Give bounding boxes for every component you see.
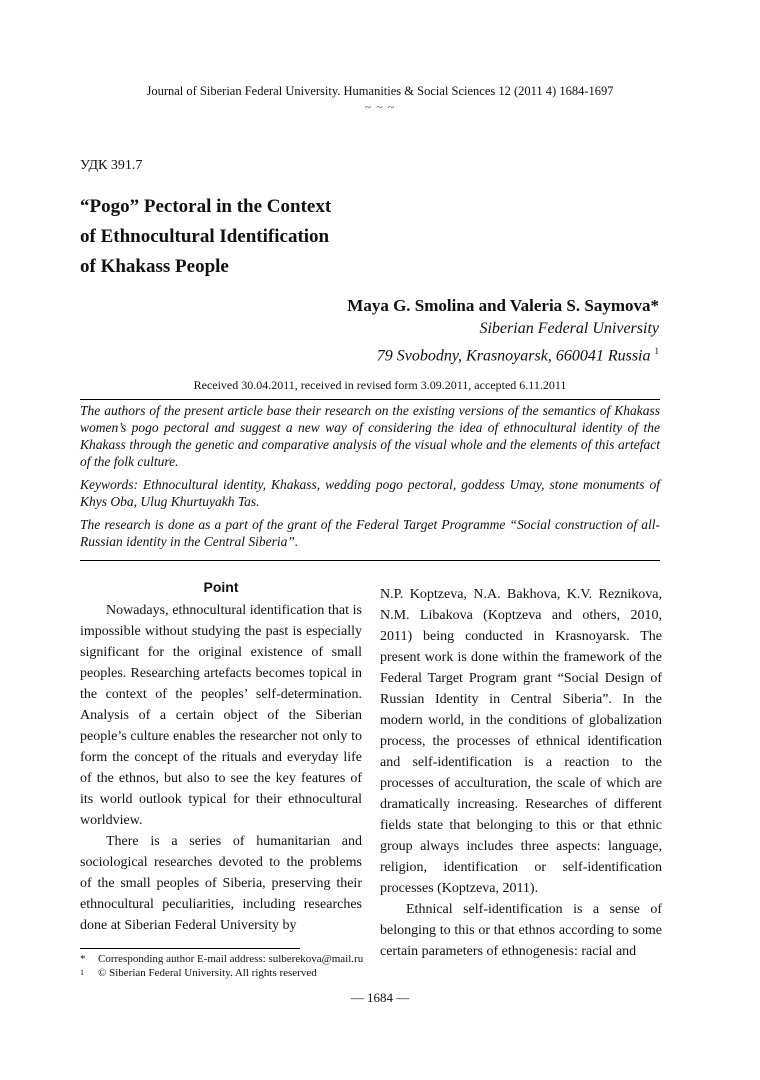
- article-title: [80, 192, 440, 282]
- footnote: [80, 952, 363, 966]
- received-dates: Received 30.04.2011, received in revised form 3.09.2011, accepted 6.11.2011: [193, 378, 567, 392]
- keywords: Keywords: Ethnocultural identity, Khakass, wedding pogo pectoral, goddess Umay, stone monuments of Khys Oba, Ulug Khurtuyakh Tas.: [80, 477, 660, 509]
- body-paragraph: Nowadays, ethnocultural identification that is impossible without studying the past is especially significant for the original existence of small peoples. Researching artefacts becomes topical in the context of the peoples’ self-determination. Analysis of a certain object of the Siberian people’s culture enables the researcher not only to form the concept of the rituals and everyday life of the ethnos, but also to see the key features of its world outlook typical for their ethnocultural worldview.: [80, 603, 362, 828]
- body-paragraph: Ethnical self-identification is a sense of belonging to this or that ethnos according to some certain parameters of ethnogenesis: racial and: [380, 902, 662, 959]
- title-line: of Khakass People: [80, 256, 229, 277]
- footnote-mark: 1: [80, 968, 84, 977]
- abstract-bottom-rule: [80, 560, 660, 561]
- title-line: of Ethnocultural Identification: [80, 226, 330, 247]
- footnote-text: Corresponding author E-mail address: sulberekova@mail.ru: [98, 953, 364, 965]
- abstract-text: The authors of the present article base their research on the existing versions of the semantics of Khakass women’s pogo pectoral and suggest a new way of considering the idea of ethnocultural identity of the Khakass through the genetic and comparative analysis of the visual whole and the elements of this artefact of the folk culture.: [80, 403, 660, 469]
- title-line: “Pogo” Pectoral in the Context: [80, 196, 332, 217]
- header-separator: ~ ~ ~: [364, 100, 396, 114]
- footnotes: [80, 952, 363, 980]
- body-paragraph: There is a series of humanitarian and sociological researches devoted to the problems of the small peoples of Siberia, preserving their ethnocultural peculiarities, including researches done at Siberian Federal University by: [80, 834, 362, 933]
- page-number: — 1684 —: [350, 990, 410, 1005]
- footnote-text: © Siberian Federal University. All rights reserved: [98, 967, 317, 979]
- footnote-mark: *: [80, 953, 86, 965]
- grant-note: The research is done as a part of the grant of the Federal Target Programme “Social construction of all-Russian identity in the Central Siberia”.: [80, 517, 660, 549]
- affiliation-block: [377, 318, 659, 367]
- affiliation: Siberian Federal University: [479, 320, 659, 337]
- body-paragraph-continued: N.P. Koptzeva, N.A. Bakhova, K.V. Reznikova, N.M. Libakova (Koptzeva and others, 2010, 2011) being conducted in Krasnoyarsk. The present work is done within the framework of the Federal Target Program grant “Social Design of Russian Identity in Central Siberia”. In the modern world, in the conditions of globalization process, the processes of ethnical identification and self-identification is a reaction to the processes of acculturation, the scale of which are dramatically increasing. Researches of different fields state that belonging to this or that ethnic group always includes three aspects: language, religion, identification or self-identification processes (Koptzeva, 2011).: [380, 587, 662, 896]
- journal-header: Journal of Siberian Federal University. Humanities & Social Sciences 12 (2011 4) 1684-1697: [146, 84, 614, 98]
- address-footnote-mark: 1: [654, 346, 659, 356]
- abstract-top-rule: [80, 399, 660, 400]
- right-column: [380, 584, 662, 962]
- abstract-block: [80, 402, 660, 556]
- footnote-rule: [80, 948, 300, 949]
- footnote: [80, 966, 363, 980]
- left-column: [80, 578, 362, 936]
- address: 79 Svobodny, Krasnoyarsk, 660041 Russia $^1$: [376, 346, 659, 365]
- authors: Maya G. Smolina and Valeria S. Saymova*: [347, 296, 659, 315]
- section-heading: Point: [203, 579, 239, 595]
- udc-code: УДК 391.7: [80, 158, 143, 173]
